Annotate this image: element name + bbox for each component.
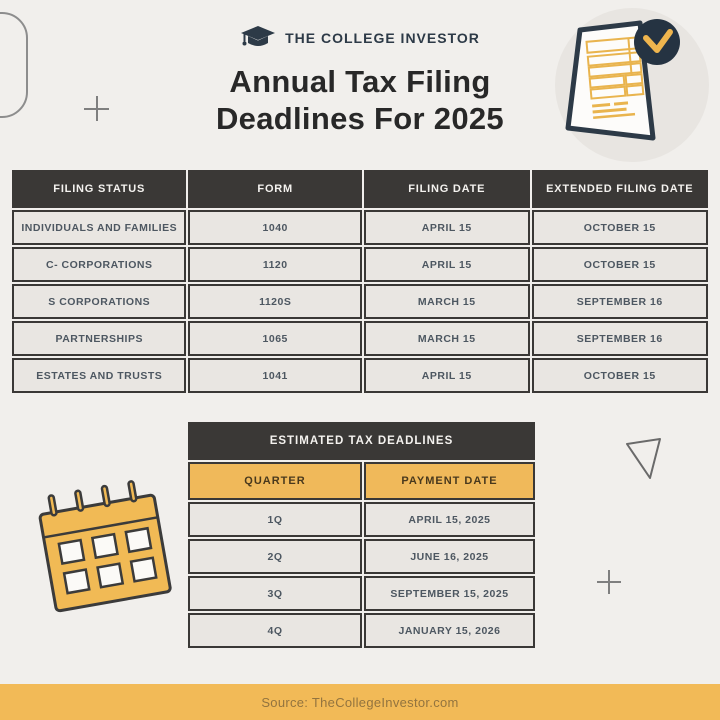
check-icon xyxy=(634,19,680,65)
table-cell: APRIL 15 xyxy=(364,247,530,282)
table-cell: SEPTEMBER 16 xyxy=(532,321,708,356)
table-cell: 4Q xyxy=(188,613,362,648)
table-cell: 1Q xyxy=(188,502,362,537)
filing-deadlines-table xyxy=(12,170,708,393)
table-cell: MARCH 15 xyxy=(364,284,530,319)
table-cell: JUNE 16, 2025 xyxy=(364,539,535,574)
brand-name: THE COLLEGE INVESTOR xyxy=(285,30,480,46)
table-cell: 1120S xyxy=(188,284,362,319)
column-header-form: FORM xyxy=(188,170,362,208)
plus-icon xyxy=(597,570,621,594)
page-title-line1: Annual Tax Filing xyxy=(229,64,491,99)
table-cell: 1040 xyxy=(188,210,362,245)
column-header-filing-status: FILING STATUS xyxy=(12,170,186,208)
estimated-tax-table xyxy=(188,422,535,648)
source-footer xyxy=(0,684,720,720)
calendar-icon xyxy=(20,474,190,626)
table-cell: APRIL 15, 2025 xyxy=(364,502,535,537)
column-header-extended-filing-date: EXTENDED FILING DATE xyxy=(532,170,708,208)
table-cell: MARCH 15 xyxy=(364,321,530,356)
page-title-line2: Deadlines For 2025 xyxy=(216,101,504,136)
table-cell: 3Q xyxy=(188,576,362,611)
table-cell: INDIVIDUALS AND FAMILIES xyxy=(12,210,186,245)
table-cell: ESTATES AND TRUSTS xyxy=(12,358,186,393)
source-text: Source: TheCollegeInvestor.com xyxy=(261,694,459,710)
table-cell: APRIL 15 xyxy=(364,358,530,393)
column-header-quarter: QUARTER xyxy=(188,462,362,500)
table-cell: OCTOBER 15 xyxy=(532,247,708,282)
table-cell: APRIL 15 xyxy=(364,210,530,245)
estimated-table-title: ESTIMATED TAX DEADLINES xyxy=(188,422,535,460)
table-cell: SEPTEMBER 16 xyxy=(532,284,708,319)
table-cell: 1120 xyxy=(188,247,362,282)
column-header-payment-date: PAYMENT DATE xyxy=(364,462,535,500)
tax-form-check-illustration xyxy=(551,6,713,164)
table-cell: OCTOBER 15 xyxy=(532,358,708,393)
table-cell: JANUARY 15, 2026 xyxy=(364,613,535,648)
column-header-filing-date: FILING DATE xyxy=(364,170,530,208)
table-cell: 1065 xyxy=(188,321,362,356)
table-cell: 2Q xyxy=(188,539,362,574)
triangle-icon xyxy=(620,434,666,484)
table-cell: SEPTEMBER 15, 2025 xyxy=(364,576,535,611)
table-cell: OCTOBER 15 xyxy=(532,210,708,245)
table-cell: 1041 xyxy=(188,358,362,393)
table-cell: C- CORPORATIONS xyxy=(12,247,186,282)
table-cell: PARTNERSHIPS xyxy=(12,321,186,356)
table-cell: S CORPORATIONS xyxy=(12,284,186,319)
graduation-cap-icon xyxy=(240,25,276,51)
